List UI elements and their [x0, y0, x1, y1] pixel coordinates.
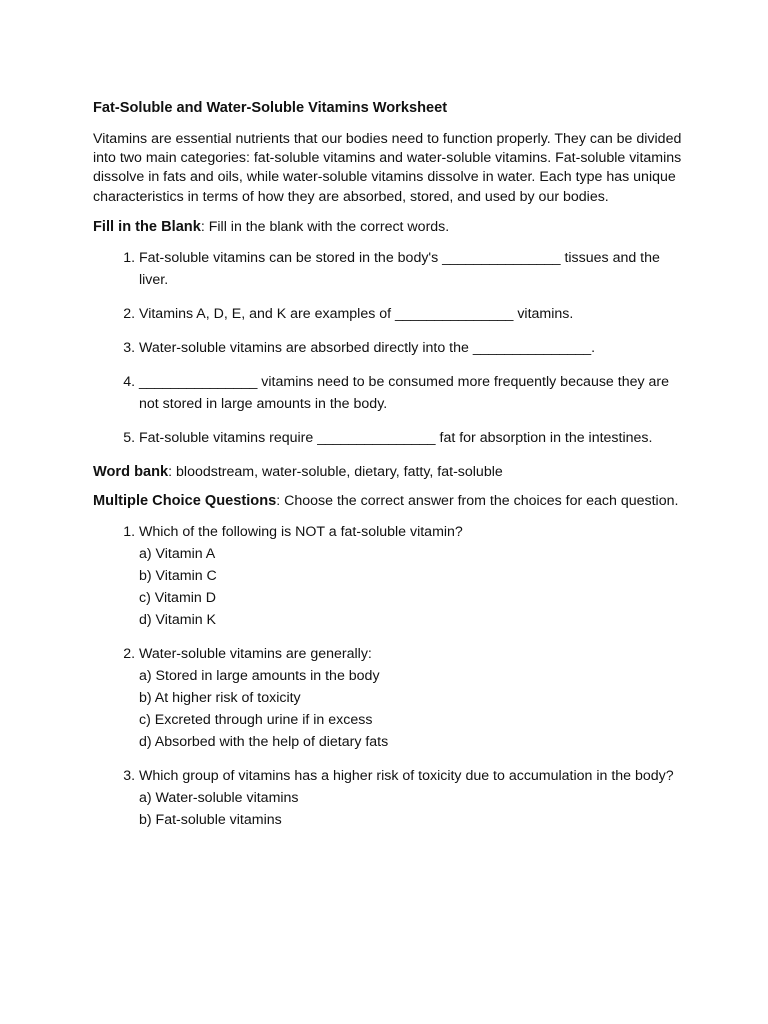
word-bank-words: : bloodstream, water-soluble, dietary, fatty, fat-soluble — [168, 464, 503, 481]
question-text: 1. Which of the following is NOT a fat-soluble vitamin? — [139, 524, 463, 541]
fill-blank-item: 1. Fat-soluble vitamins can be stored in the body's _______________ tissues and the liver. — [139, 247, 683, 291]
choice-option: b) Fat-soluble vitamins — [139, 812, 282, 829]
mcq-list — [93, 521, 683, 831]
choice-list — [139, 665, 683, 753]
mcq-question — [139, 643, 683, 753]
page-title: Fat-Soluble and Water-Soluble Vitamins Worksheet — [93, 100, 448, 116]
choice-option: d) Vitamin K — [139, 612, 217, 629]
mcq-question — [139, 765, 683, 831]
choice-option: b) At higher risk of toxicity — [139, 690, 301, 707]
choice-option: a) Water-soluble vitamins — [139, 790, 299, 807]
question-text: 3. Which group of vitamins has a higher risk of toxicity due to accumulation in the body? — [139, 768, 674, 785]
fill-blank-item: 4. _______________ vitamins need to be consumed more frequently because they are not stored in large amounts in the body. — [139, 371, 683, 415]
choice-option: d) Absorbed with the help of dietary fats — [139, 734, 389, 751]
mcq-instruction: : Choose the correct answer from the choices for each question. — [276, 493, 679, 510]
mcq-heading: Multiple Choice Questions — [93, 493, 277, 510]
intro-paragraph: Vitamins are essential nutrients that our bodies need to function properly. They can be divided into two main categories: fat-soluble vitamins and water-soluble vitamins. Fat-soluble vitamins dissolve in fats and oils, while water-soluble vitamins dissolve in water. Each type has unique characteristics in terms of how they are absorbed, stored, and used by our bodies. — [93, 131, 682, 205]
choice-option: c) Vitamin D — [139, 590, 216, 607]
fill-blank-item: 2. Vitamins A, D, E, and K are examples of _______________ vitamins. — [139, 303, 683, 325]
mcq-header — [93, 492, 683, 511]
mcq-question — [139, 521, 683, 631]
fill-blank-item: 3. Water-soluble vitamins are absorbed directly into the _______________. — [139, 337, 683, 359]
choice-list — [139, 787, 683, 831]
fill-blank-header — [93, 218, 683, 237]
choice-option: c) Excreted through urine if in excess — [139, 712, 373, 729]
worksheet-content — [93, 98, 683, 845]
fill-blank-instruction: : Fill in the blank with the correct words. — [200, 218, 450, 235]
word-bank — [93, 463, 683, 482]
word-bank-heading: Word bank — [93, 464, 169, 481]
question-text: 2. Water-soluble vitamins are generally: — [139, 646, 372, 663]
choice-list — [139, 543, 683, 631]
fill-blank-item: 5. Fat-soluble vitamins require _______________ fat for absorption in the intestines. — [139, 427, 683, 449]
fill-blank-list — [93, 247, 683, 449]
choice-option: a) Vitamin A — [139, 546, 216, 563]
choice-option: b) Vitamin C — [139, 568, 217, 585]
fill-blank-heading: Fill in the Blank — [93, 218, 201, 235]
choice-option: a) Stored in large amounts in the body — [139, 668, 380, 685]
